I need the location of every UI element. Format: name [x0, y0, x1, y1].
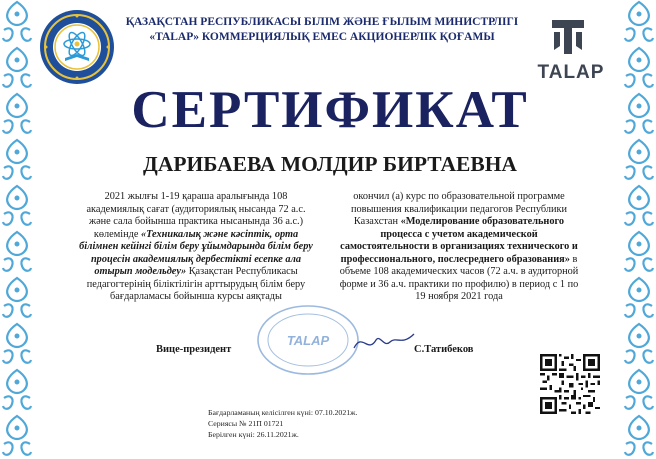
right-ornament-border [622, 0, 656, 459]
kazakh-text-intro: 2021 жылғы 1-19 қараша аралығында 108 академиялық сағат (аудиториялық нысанда 72 а.с. және сала бойынша практика нысанында 36 а.с.) көлемінде [86, 191, 306, 240]
recipient-name: ДАРИБАЕВА МОЛДИР БИРТАЕВНА [143, 152, 517, 176]
header-line-ministry: ҚАЗАҚСТАН РЕСПУБЛИКАСЫ БІЛІМ ЖӘНЕ ҒЫЛЫМ МИНИСТРЛІГІ [125, 16, 519, 28]
signatory-title: Вице-президент [156, 344, 232, 355]
certificate-footer [208, 408, 357, 440]
talap-wordmark: TALAP [537, 62, 605, 83]
footer-series-number: Сериясы № 21П 01721 [208, 418, 284, 428]
footer-issued-date: Берілген күні: 26.11.2021ж. [208, 429, 299, 439]
stamp-text: TALAP [286, 333, 330, 348]
kazakh-description [78, 191, 314, 304]
left-ornament-border [0, 0, 34, 459]
signatory-name: С.Татибеков [414, 344, 474, 355]
kazakh-text-outro: Қазақстан Республикасы педагогтерінің біліктілігін арттырудың білім беру бағдарламасы бойынша курсы аяқтады [86, 266, 306, 302]
header-line-organization: «TALAP» КОММЕРЦИЯЛЫҚ ЕМЕС АКЦИОНЕРЛІК ҚОҒАМЫ [149, 31, 495, 43]
footer-approved-date: Бағдарламаның келісілген күні: 07.10.2021ж. [208, 408, 358, 417]
russian-description [336, 191, 582, 304]
issuer-header [122, 15, 522, 45]
kazakh-program-name: «Техникалық және кәсіптік, орта білімнен кейінгі білім беру ұйымдарында білім беру процесін академиялық дербестікті есепке ала отырып модельдеу» [79, 228, 313, 277]
certificate-title: СЕРТИФИКАТ [131, 81, 529, 139]
ministry-emblem-icon [38, 8, 116, 86]
qr-code-icon [540, 354, 600, 414]
russian-program-name: «Моделирование образовательного процесса с учетом академической самостоятельности в организациях технического и профессионального, послесреднего образования» [340, 216, 578, 265]
handwritten-signature [350, 326, 420, 356]
russian-text-outro: в объеме 108 академических часов (72 а.ч. в аудиторной форме и 36 а.ч. практики по профилю) в период с 1 по 19 ноября 2021 года [339, 253, 579, 302]
russian-text-intro: окончил (а) курс по образовательной программе повышения квалификации педагогов Республики Казахстан [350, 191, 568, 227]
